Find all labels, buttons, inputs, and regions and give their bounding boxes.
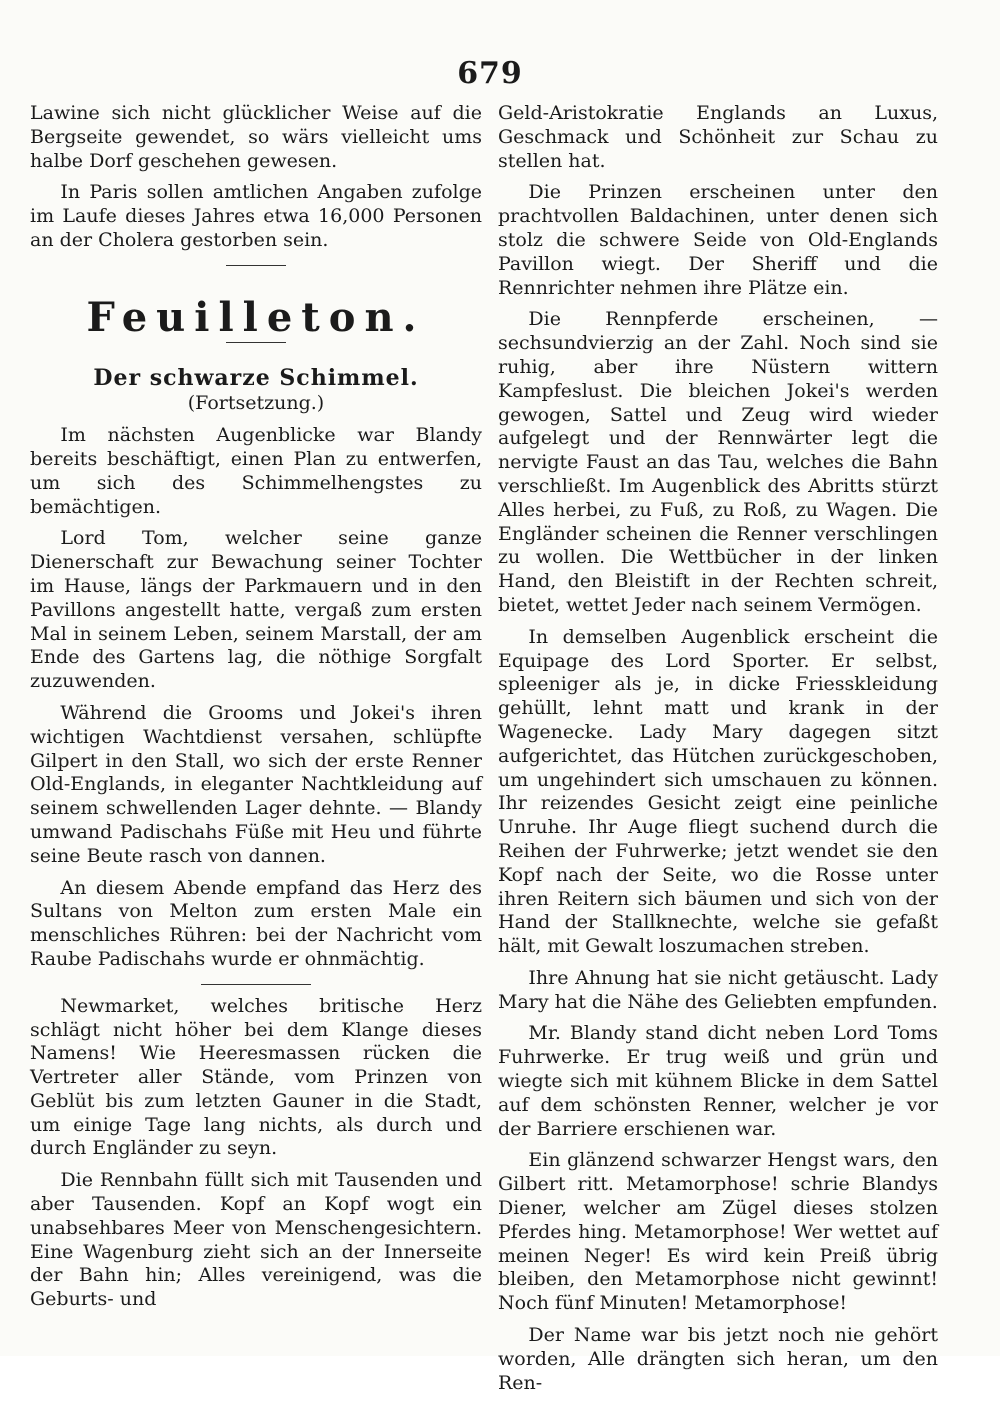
paragraph: Lord Tom, welcher seine ganze Dienerschaft zur Bewachung seiner Tochter im Hause, längs der Parkmauern und in den Pavillons angestellt hatte, vergaß zum ersten Mal in seinem Leben, seinem Marstall, der am Ende des Gartens lag, die nöthige Sorgfalt zuzuwenden. — [30, 527, 482, 693]
story-title: Der schwarze Schimmel. — [93, 364, 419, 391]
paragraph: Newmarket, welches britische Herz schlägt nicht höher bei dem Klange dieses Namens! Wie Heeresmassen rücken die Vertreter aller Stände, vom Prinzen von Geblüt bis zum letzten Gauner in die Stadt, um einige Tage lang nichts, als durch und durch Engländer zu seyn. — [30, 994, 482, 1160]
paragraph: Die Rennpferde erscheinen, — sechsundvierzig an der Zahl. Noch sind sie ruhig, aber ihre Nüstern wittern Kampfeslust. Die bleichen Jokei's werden gewogen, Sattel und Zeug wird wieder aufgelegt und der Rennwärter legt die nervigte Faust an das Tau, welches die Bahn verschließt. Im Augenblick des Abritts stürzt Alles herbei, zu Fuß, zu Roß, zu Wagen. Die Engländer scheinen die Renner verschlingen zu wollen. Die Wettbücher in der linken Hand, den Bleistift in der Rechten schreit, bietet, wettet Jeder nach seinem Vermögen. — [498, 308, 938, 616]
paragraph: Die Rennbahn füllt sich mit Tausenden und aber Tausenden. Kopf an Kopf wogt ein unabsehbares Meer von Menschengesichtern. Eine Wagenburg zieht sich an der Innerseite der Bahn hin; Alles vereinigend, was die Geburts- und — [30, 1169, 482, 1311]
divider — [226, 342, 286, 343]
left-column — [30, 102, 482, 1320]
story-subtitle: (Fortsetzung.) — [187, 392, 325, 415]
paragraph: Mr. Blandy stand dicht neben Lord Toms Fuhrwerke. Er trug weiß und grün und wiegte sich mit kühnem Blicke in dem Sattel auf dem schönsten Renner, welcher je vor der Barriere erschienen war. — [498, 1022, 938, 1140]
paragraph: Ein glänzend schwarzer Hengst wars, den Gilbert ritt. Metamorphose! schrie Blandys Diener, welcher am Zügel dieses stolzen Pferdes hing. Metamorphose! Wer wettet auf meinen Neger! Es wird kein Preiß übrig bleiben, den Metamorphose nicht gewinnt! Noch fünf Minuten! Metamorphose! — [498, 1149, 938, 1315]
paragraph: In demselben Augenblick erscheint die Equipage des Lord Sporter. Er selbst, spleeniger als je, in dicke Friesskleidung gehüllt, lehnt matt und krank in der Wagenecke. Lady Mary dagegen sitzt aufgerichtet, das Hütchen zurückgeschoben, um ungehindert sich umschauen zu können. Ihr reizendes Gesicht zeigt eine peinliche Unruhe. Ihr Auge fliegt suchend durch die Reihen der Fuhrwerke; jetzt wendet sie den Kopf nach der Seite, wo die Rosse unter ihren Reitern sich bäumen und sich von der Hand der Stallknechte, welche sie gefaßt hält, mit Gewalt loszumachen streben. — [498, 625, 938, 958]
paragraph: Lawine sich nicht glücklicher Weise auf die Bergseite gewendet, so wärs vielleicht ums halbe Dorf geschehen gewesen. — [30, 102, 482, 172]
divider — [226, 265, 286, 266]
paragraph: Der Name war bis jetzt noch nie gehört worden, Alle drängten sich heran, um den Ren- — [498, 1324, 938, 1394]
paragraph: Geld-Aristokratie Englands an Luxus, Geschmack und Schönheit zur Schau zu stellen hat. — [498, 102, 938, 172]
paragraph: Im nächsten Augenblicke war Blandy bereits beschäftigt, einen Plan zu entwerfen, um sich des Schimmelhengstes zu bemächtigen. — [30, 424, 482, 518]
page-number: 679 — [457, 56, 523, 91]
paragraph: An diesem Abende empfand das Herz des Sultans von Melton zum ersten Male ein menschliches Rühren: bei der Nachricht vom Raube Padischahs wurde er ohnmächtig. — [30, 876, 482, 970]
paragraph: Ihre Ahnung hat sie nicht getäuscht. Lady Mary hat die Nähe des Geliebten empfunden. — [498, 966, 938, 1013]
divider — [201, 984, 311, 985]
paragraph: Während die Grooms und Jokei's ihren wichtigen Wachtdienst versahen, schlüpfte Gilpert in den Stall, wo sich der erste Renner Old-Englands, in eleganter Nachtkleidung auf seinem schwellenden Lager dehnte. — Blandy umwand Padischahs Füße mit Heu und führte seine Beute rasch von dannen. — [30, 701, 482, 867]
section-title: Feuilleton. — [86, 293, 426, 341]
paragraph: In Paris sollen amtlichen Angaben zufolge im Laufe dieses Jahres etwa 16,000 Personen an der Cholera gestorben sein. — [30, 181, 482, 251]
paragraph: Die Prinzen erscheinen unter den prachtvollen Baldachinen, unter denen sich stolz die schwere Seide von Old-Englands Pavillon wiegt. Der Sheriff und die Rennrichter nehmen ihre Plätze ein. — [498, 181, 938, 299]
right-column — [498, 102, 938, 1403]
